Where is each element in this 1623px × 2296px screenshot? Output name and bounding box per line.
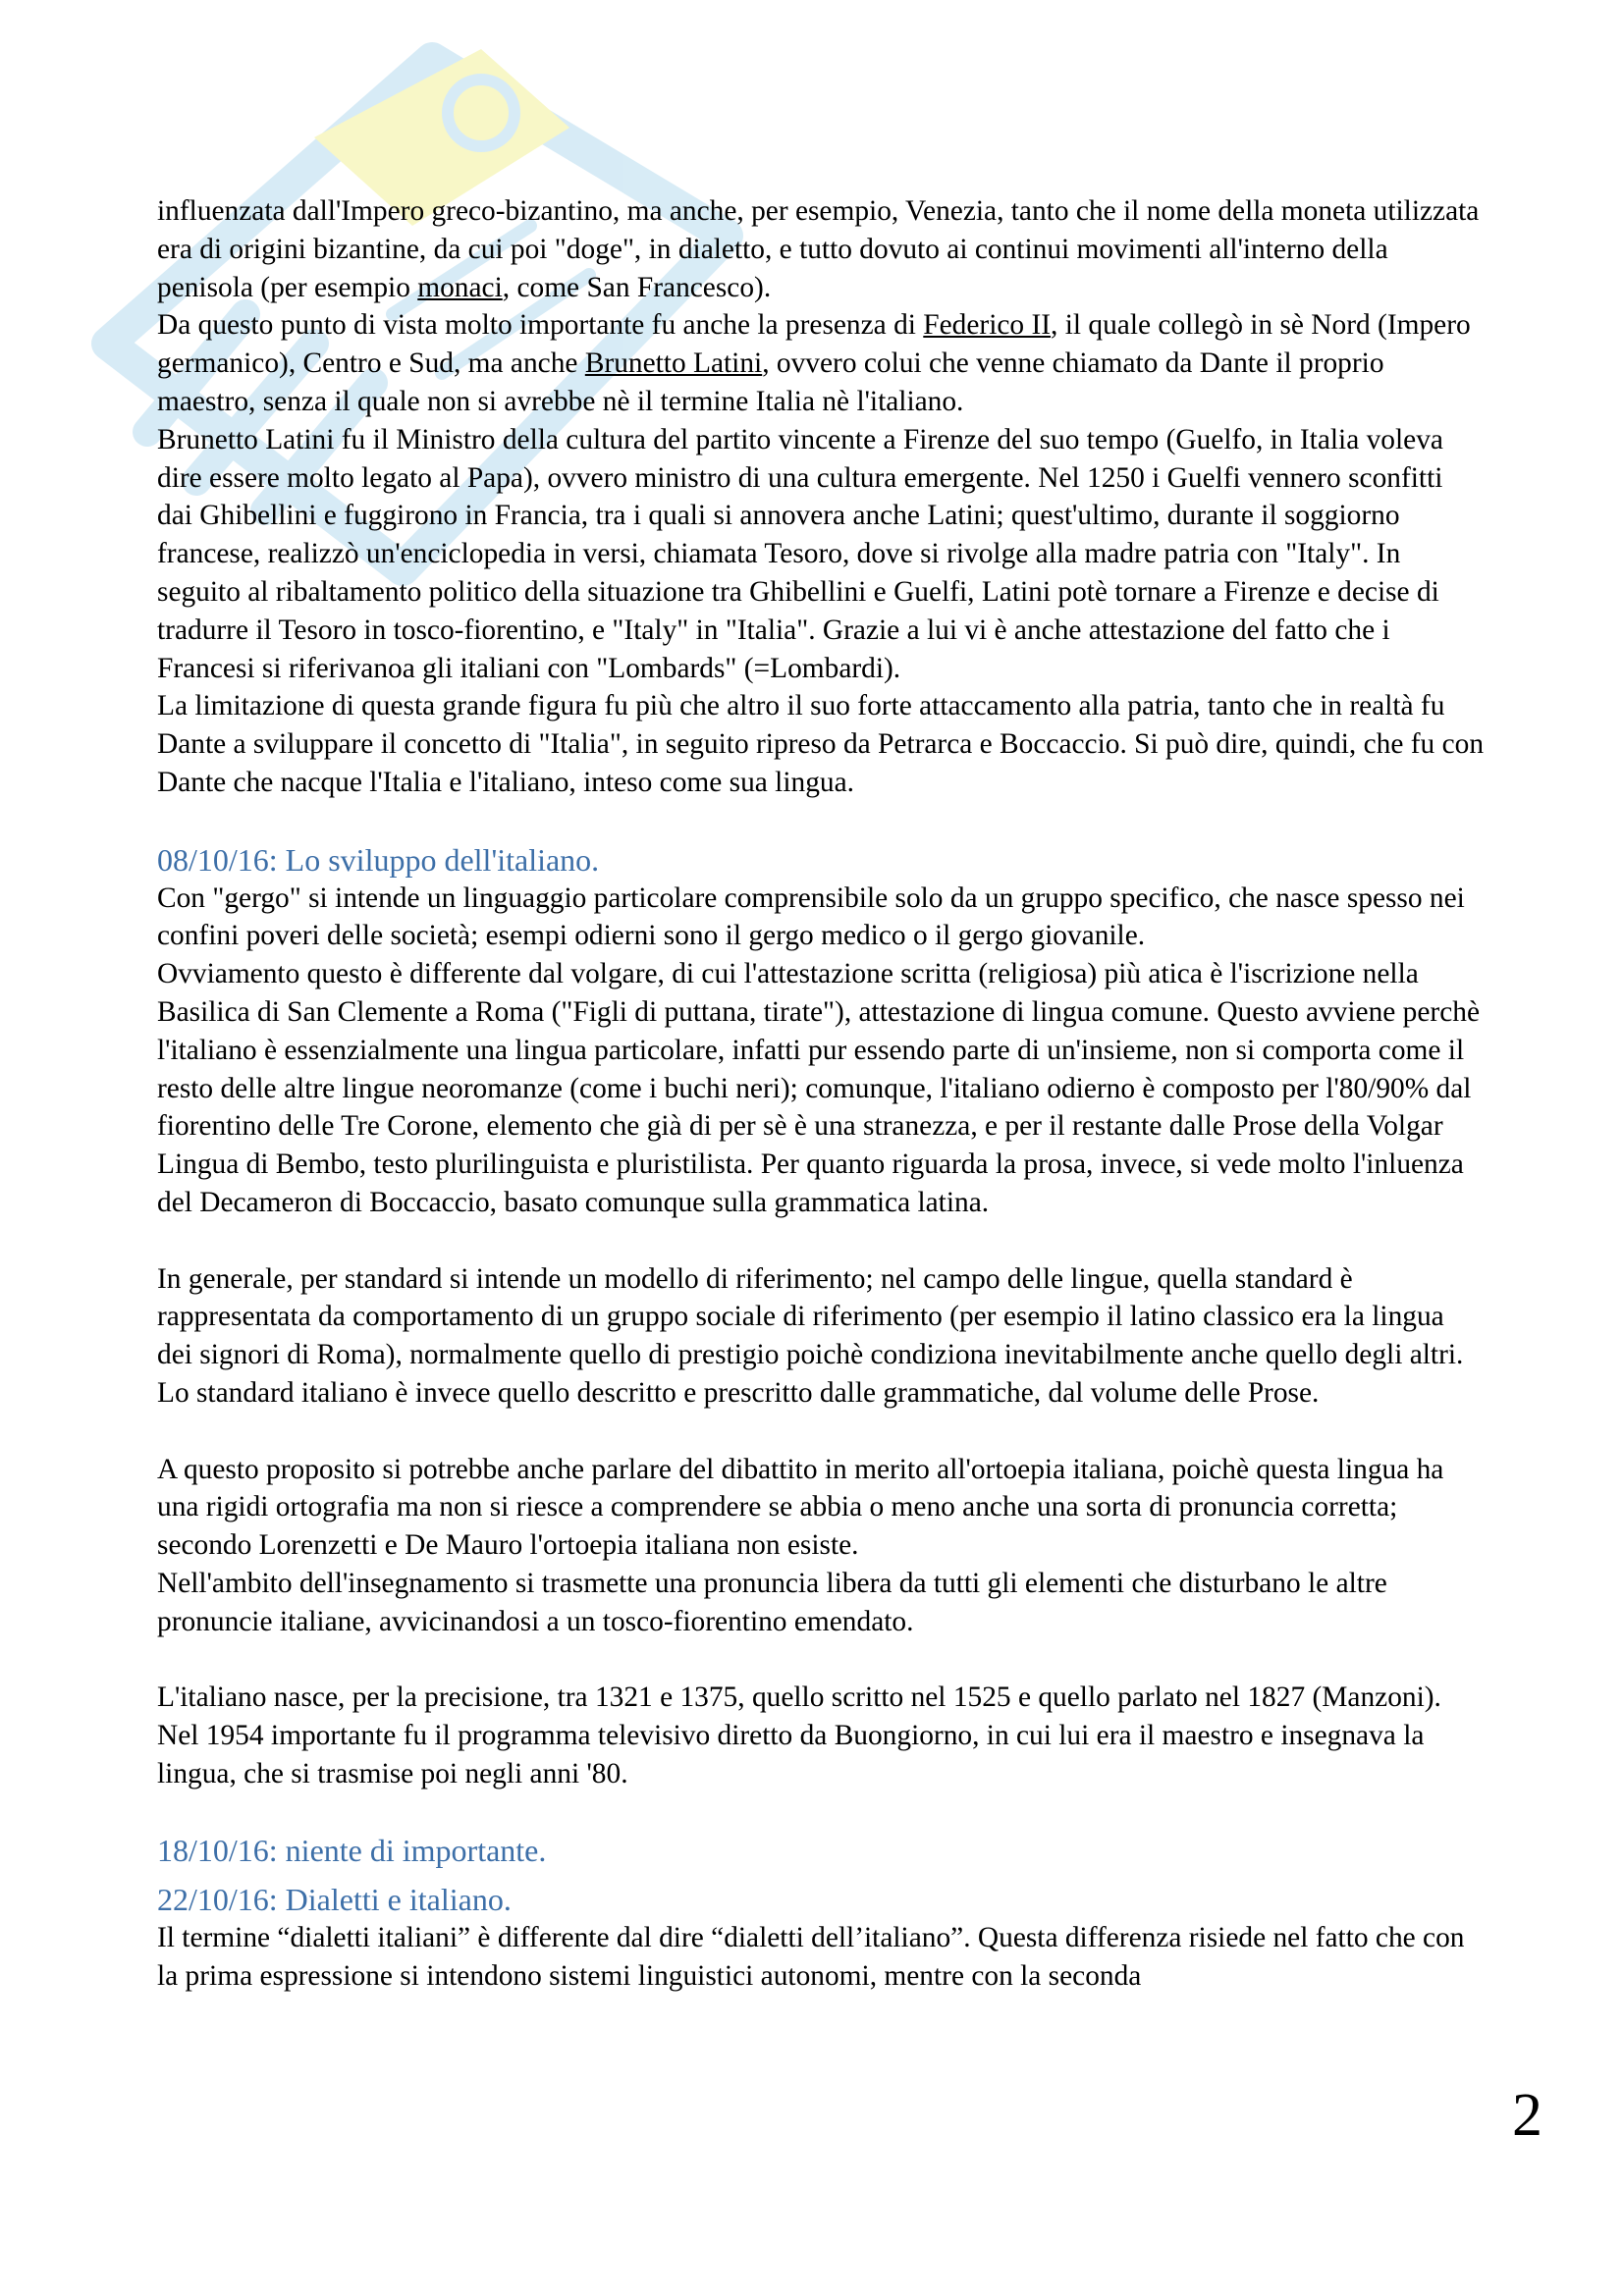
section-heading: 22/10/16: Dialetti e italiano. <box>157 1882 512 1918</box>
paragraph: Il termine “dialetti italiani” è differente dal dire “dialetti dell’italiano”. Questa differenza risiede nel fatto che con la prima espressione si intendono sistemi linguistici autonomi, mentre con la seconda <box>157 1922 1465 1993</box>
paragraph: Nell'ambito dell'insegnamento si trasmette una pronuncia libera da tutti gli elementi che disturbano le altre pronuncie italiane, avvicinandosi a un tosco-fiorentino emendato. <box>157 1567 1387 1637</box>
spacer <box>157 1413 1485 1451</box>
paragraph: Brunetto Latini fu il Ministro della cultura del partito vincente a Firenze del suo tempo (Guelfo, in Italia voleva dire essere molto legato al Papa), ovvero ministro di una cultura emergente. Nel 1250 i Guelfi vennero sconfitti dai Ghibellini e fuggirono in Francia, tra i quali si annovera anche Latini; quest'ultimo, durante il soggiorno francese, realizzò un'enciclopedia in versi, chiamata Tesoro, dove si rivolge alla madre patria con "Italy". In seguito al ribaltamento politico della situazione tra Ghibellini e Guelfi, Latini potè tornare a Firenze e decise di tradurre il Tesoro in tosco-fiorentino, e "Italy" in "Italia". Grazie a lui vi è anche attestazione del fatto che i Francesi si riferivanoa gli italiani con "Lombards" (=Lombardi). <box>157 423 1443 684</box>
spacer <box>157 1222 1485 1260</box>
link-federico-ii[interactable]: Federico II <box>923 309 1052 342</box>
section-heading: 18/10/16: niente di importante. <box>157 1833 547 1869</box>
paragraph: L'italiano nasce, per la precisione, tra 1321 e 1375, quello scritto nel 1525 e quello parlato nel 1827 (Manzoni). Nel 1954 importante fu il programma televisivo diretto da Buongiorno, in cui lui era il maestro e insegnava la lingua, che si trasmise poi negli anni '80. <box>157 1682 1441 1789</box>
spacer <box>157 802 1485 840</box>
spacer <box>157 1640 1485 1679</box>
spacer <box>157 1870 1485 1880</box>
spacer <box>157 1793 1485 1832</box>
page-number: 2 <box>1512 2082 1542 2149</box>
paragraph: Con "gergo" si intende un linguaggio particolare comprensibile solo da un gruppo specifico, che nasce spesso nei confini poveri delle società; esempi odierni sono il gergo medico o il gergo giovanile. <box>157 881 1465 952</box>
section-heading: 08/10/16: Lo sviluppo dell'italiano. <box>157 841 600 878</box>
paragraph: A questo proposito si potrebbe anche parlare del dibattito in merito all'ortoepia italiana, poichè questa lingua ha una rigidi ortografia ma non si riesce a comprendere se abbia o meno anche una sorta di pronuncia corretta; secondo Lorenzetti e De Mauro l'ortoepia italiana non esiste. <box>157 1453 1444 1562</box>
paragraph: La limitazione di questa grande figura fu più che altro il suo forte attaccamento alla patria, tanto che in realtà fu Dante a sviluppare il concetto di "Italia", in seguito ripreso da Petrarca e Boccaccio. Si può dire, quindi, che fu con Dante che nacque l'Italia e l'italiano, inteso come sua lingua. <box>157 690 1485 798</box>
document-body <box>157 192 1485 1996</box>
link-brunetto-latini[interactable]: Brunetto Latini <box>584 347 763 380</box>
paragraph: Ovviamento questo è differente dal volgare, di cui l'attestazione scritta (religiosa) più atica è l'iscrizione nella Basilica di San Clemente a Roma ("Figli di puttana, tirate"), attestazione di lingua comune. Questo avviene perchè l'italiano è essenzialmente una lingua particolare, infatti pur essendo parte di un'insieme, non si comporta come il resto delle altre lingue neoromanze (come i buchi neri); comunque, l'italiano odierno è composto per l'80/90% dal fiorentino delle Tre Corone, elemento che già di per sè è una stranezza, e per il restante dalle Prose della Volgar Lingua di Bembo, testo plurilinguista e pluristilista. Per quanto riguarda la prosa, invece, si vede molto l'inluenza del Decameron di Boccaccio, basato comunque sulla grammatica latina. <box>157 958 1480 1218</box>
paragraph: Da questo punto di vista molto importante fu anche la presenza di Federico II, il quale collegò in sè Nord (Impero germanico), Centro e Sud, ma anche Brunetto Latini, ovvero colui che venne chiamato da Dante il proprio maestro, senza il quale non si avrebbe nè il termine Italia nè l'italiano. <box>157 309 1471 417</box>
link-monaci[interactable]: monaci <box>417 271 503 303</box>
paragraph: In generale, per standard si intende un modello di riferimento; nel campo delle lingue, quella standard è rappresentata da comportamento di un gruppo sociale di riferimento (per esempio il latino classico era la lingua dei signori di Roma), normalmente quello di prestigio poichè condiziona inevitabilmente anche quello degli altri. Lo standard italiano è invece quello descritto e prescritto dalle grammatiche, dal volume delle Prose. <box>157 1262 1464 1409</box>
paragraph: influenzata dall'Impero greco-bizantino, ma anche, per esempio, Venezia, tanto che il nome della moneta utilizzata era di origini bizantine, da cui poi "doge", in dialetto, e tutto dovuto ai continui movimenti all'interno della penisola (per esempio monaci, come San Francesco). <box>157 195 1480 303</box>
